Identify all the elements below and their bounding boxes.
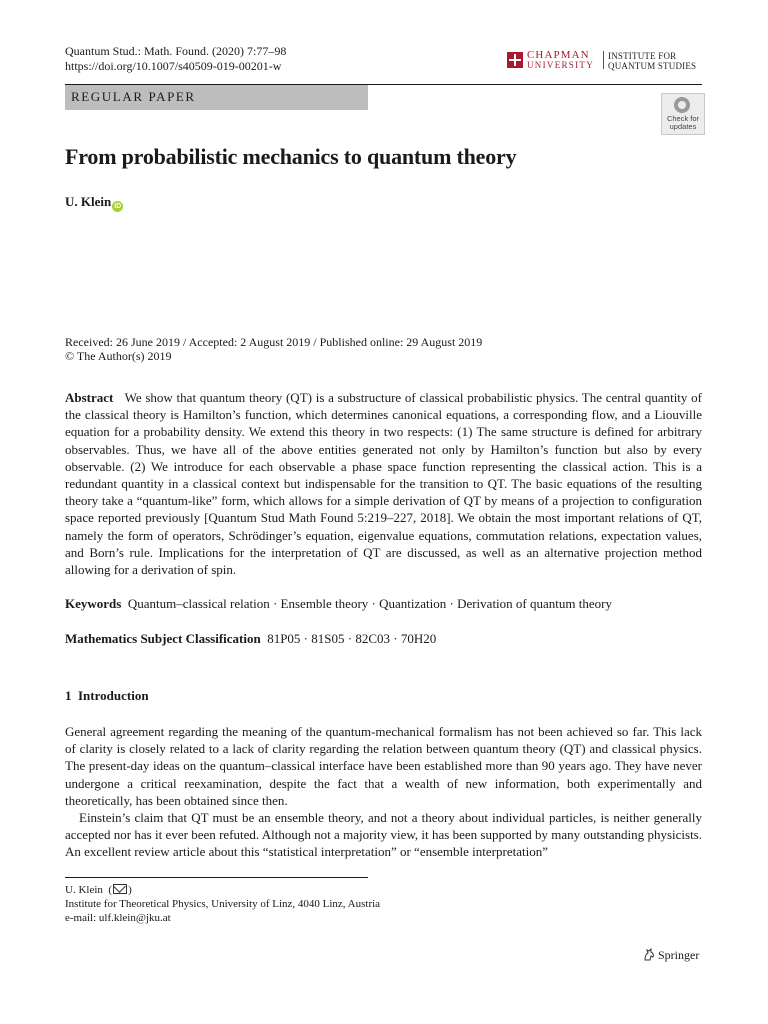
check-badge-line1: Check for — [666, 114, 700, 123]
logo-chapman: CHAPMAN — [527, 49, 590, 61]
date-history: Received: 26 June 2019 / Accepted: 2 August 2019 / Published online: 29 August 2019 — [65, 335, 483, 349]
article-type-label: REGULAR PAPER — [71, 89, 196, 104]
journal-citation — [65, 44, 286, 74]
section-number: 1 — [65, 688, 72, 703]
article-type-banner — [65, 85, 368, 110]
check-badge-line2: updates — [669, 122, 697, 131]
publisher-name: Springer — [658, 948, 700, 962]
chapman-seal-icon — [507, 52, 523, 68]
keywords-text: Quantum–classical relation · Ensemble theory · Quantization · Derivation of quantum theory — [127, 596, 612, 611]
abstract — [65, 389, 702, 578]
keywords-label: Keywords — [65, 596, 122, 611]
journal-line: Quantum Stud.: Math. Found. (2020) 7:77–98 — [65, 44, 287, 58]
orcid-icon[interactable]: iD — [114, 203, 122, 210]
author-name[interactable]: U. Klein — [65, 194, 112, 209]
section-title: Introduction — [78, 688, 149, 703]
abstract-text: We show that quantum theory (QT) is a substructure of classical probabilistic physics. The central quantity of the classical theory is Hamilton’s function, which determines canonical equations, a corresponding flow, and a Liouville equation for a probability density. We extend this theory in two respects: (1) The same structure is defined for arbitrary observables. Thus, we have all of the above entities generated not only by Hamilton’s function but also by every observable. (2) We introduce for each observable a phase space function representing the classical action. This is a redundant quantity in a classical context but indispensable for the transition to QT. The basic equations of the resulting theory take a “quantum-like” form, which allows for a simple derivation of QT by means of a projection to configuration space reported previously [Quantum Stud Math Found 5:219–227, 2018]. We obtain the most important relations of QT, namely the form of operators, Schrödinger’s equation, eigenvalue equations, commutation relations, expectation values, and Born’s rule. Implications for the interpretation of QT are discussed, as well as an alternative projection method allowing for a derivation of spin. — [65, 390, 702, 578]
author-line — [65, 194, 123, 212]
publication-dates — [65, 335, 482, 363]
logo-university: UNIVERSITY — [527, 60, 594, 70]
subject-classification — [65, 631, 436, 647]
abstract-label: Abstract — [65, 390, 114, 405]
springer-horse-icon — [643, 948, 655, 961]
msc-label: Mathematics Subject Classification — [65, 631, 261, 646]
check-for-updates-badge[interactable] — [661, 93, 705, 135]
logo-divider — [603, 51, 604, 69]
copyright-notice: © The Author(s) 2019 — [65, 349, 172, 363]
section-heading — [65, 688, 149, 704]
footnote-author-name: U. Klein — [65, 884, 103, 896]
msc-text: 81P05 · 81S05 · 82C03 · 70H20 — [267, 631, 437, 646]
footnote-affiliation: Institute for Theoretical Physics, University of Linz, 4040 Linz, Austria — [65, 898, 381, 910]
author-footnote: U. Klein ( ) Institute for Theoretical Physics, University of Linz, 4040 Linz, Austria e-mail: ulf.klein@jku.at — [65, 884, 381, 924]
springer-logo — [643, 948, 699, 963]
intro-paragraph-2: Einstein’s claim that QT must be an ensemble theory, and not a theory about individual particles, is neither generally accepted nor has it ever been refuted. Although not a majority view, it has been supported by many outstanding physicists. An excellent review article about this “statistical interpretation” or “ensemble interpretation” — [65, 810, 702, 860]
check-for-updates-icon — [674, 97, 690, 113]
chapman-logo — [507, 50, 707, 72]
intro-paragraph-1: General agreement regarding the meaning of the quantum-mechanical formalism has not been achieved so far. This lack of clarity is closely related to a lack of clarity regarding the relation between quantum theory (QT) and classical physics. The present-day ideas on the quantum–classical interface have been established more than 90 years ago. They have never undergone a critical reexamination, despite the fact that a wealth of new information, both experimentally and theoretically, has been obtained since then. — [65, 724, 702, 808]
logo-institute-line1: INSTITUTE FOR — [608, 51, 677, 61]
keywords — [65, 596, 612, 612]
footnote-email[interactable]: e-mail: ulf.klein@jku.at — [65, 912, 171, 924]
paper-title: From probabilistic mechanics to quantum theory — [65, 144, 517, 169]
logo-institute-line2: QUANTUM STUDIES — [608, 61, 697, 71]
footnote-rule — [65, 877, 368, 878]
doi-link[interactable]: https://doi.org/10.1007/s40509-019-00201-w — [65, 59, 282, 73]
envelope-icon[interactable] — [113, 884, 127, 894]
